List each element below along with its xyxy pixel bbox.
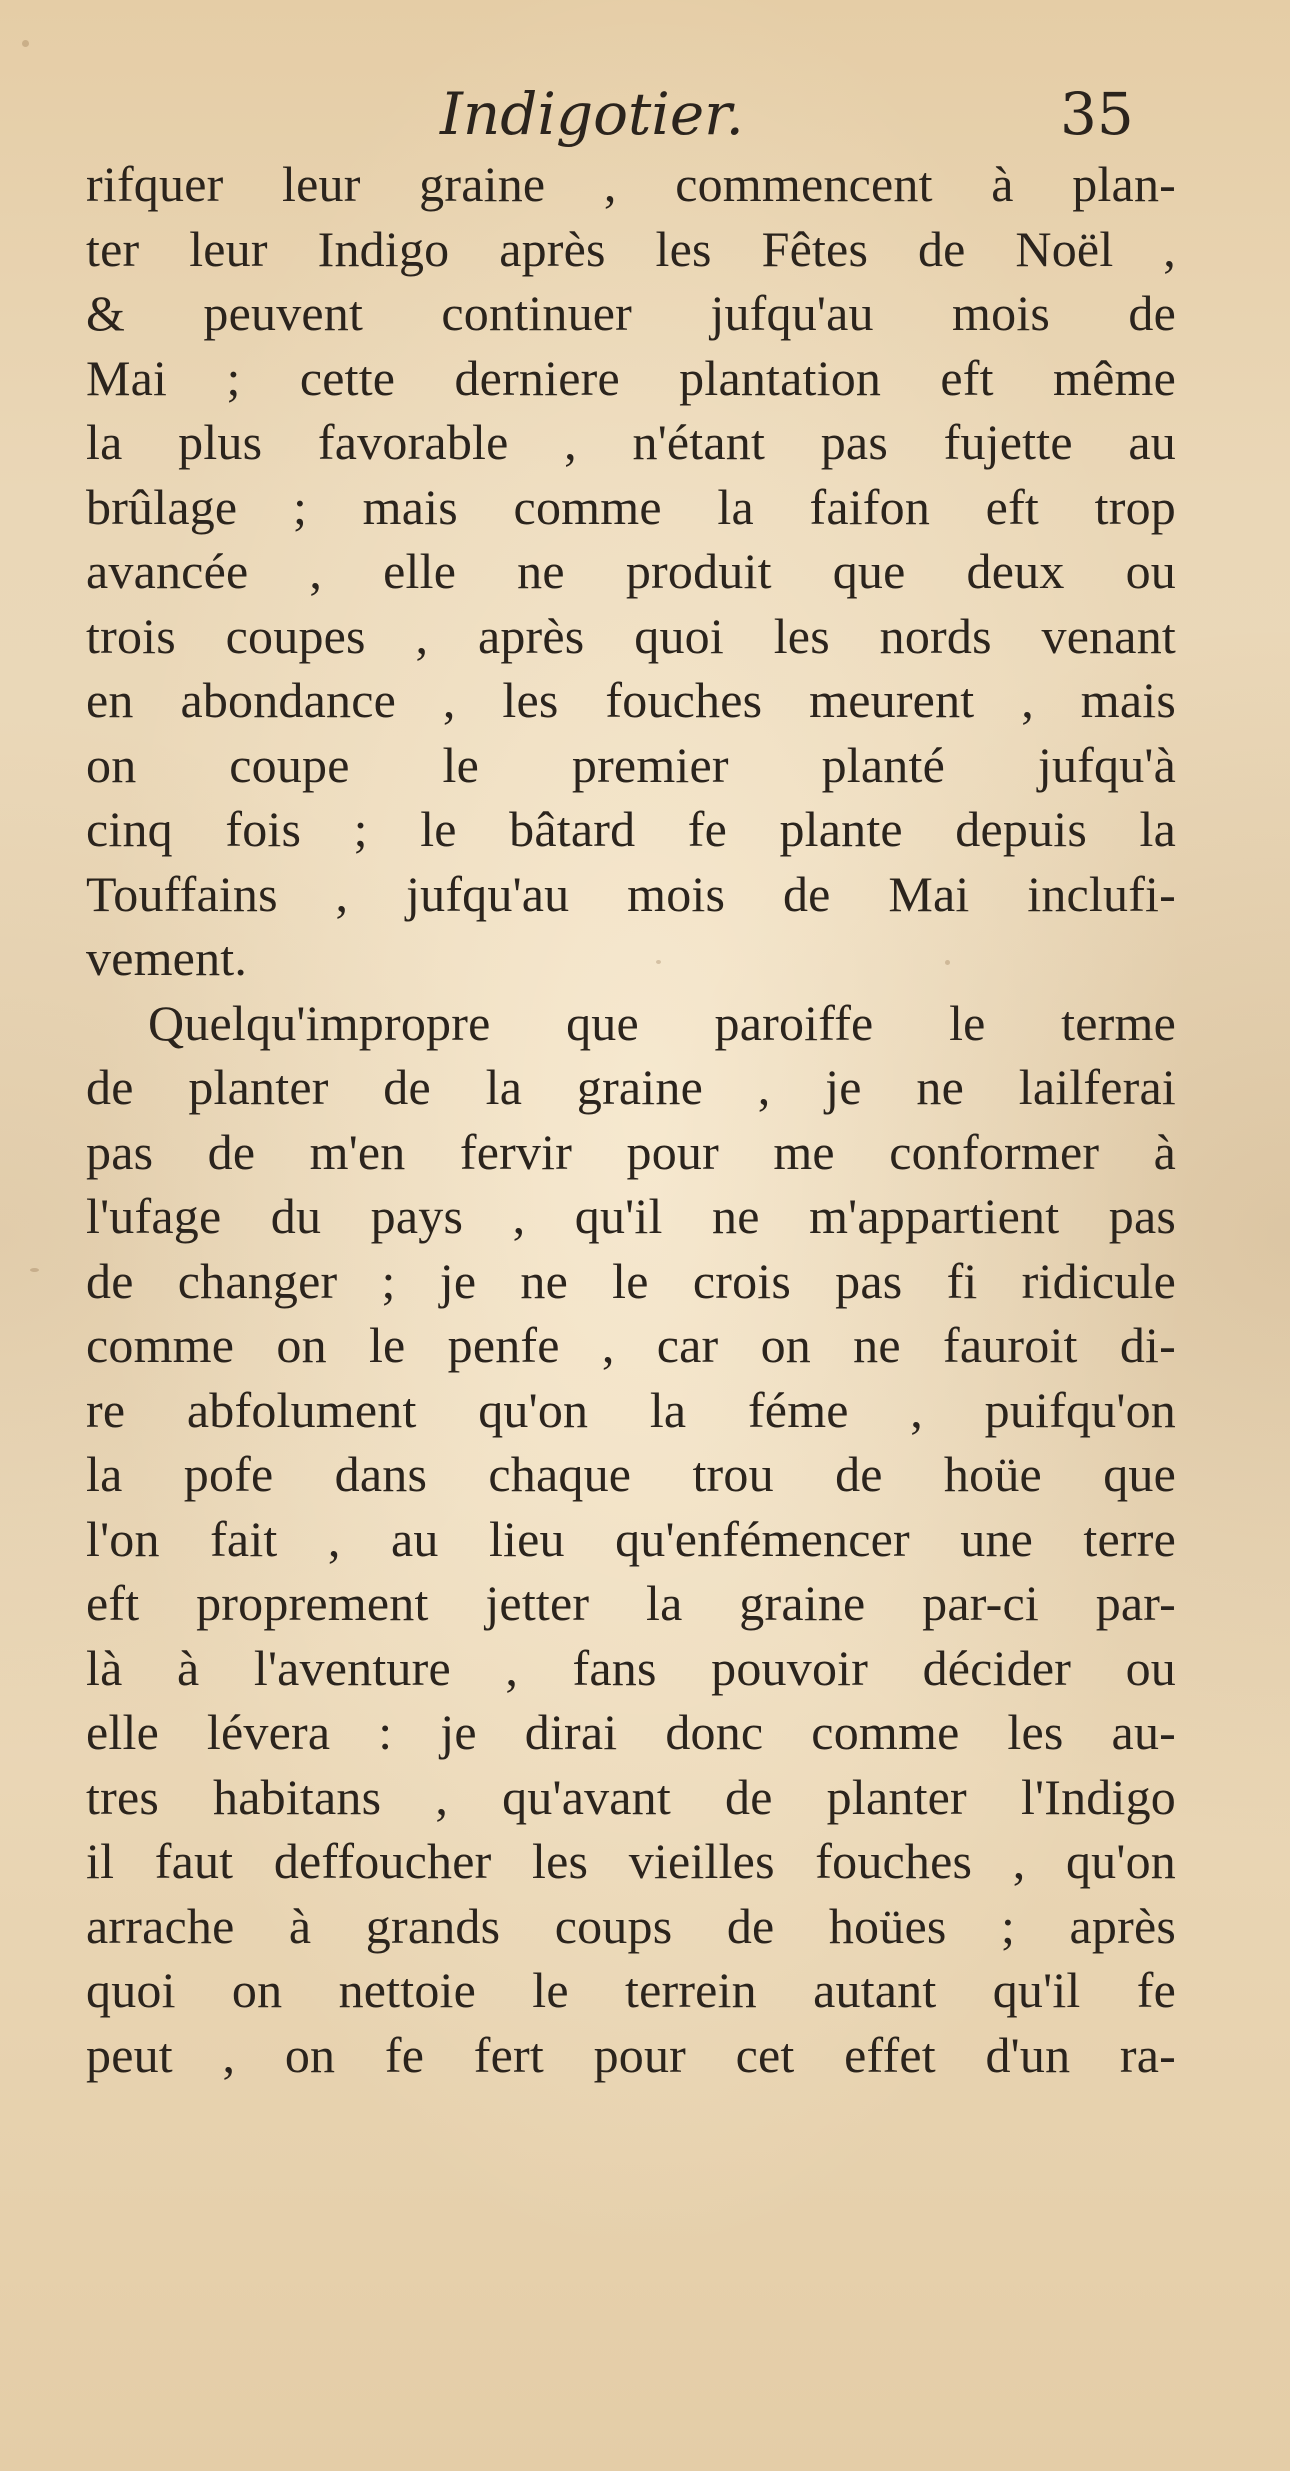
text-line: rifquer leur graine , commencent à plan- <box>86 156 1176 212</box>
page-header <box>0 74 1290 154</box>
page-number: 35 <box>1060 80 1134 148</box>
text-line: cinq fois ; le bâtard fe plante depuis la <box>86 801 1176 857</box>
text-line: la plus favorable , n'étant pas fujette au <box>86 414 1176 470</box>
text-line: & peuvent continuer jufqu'au mois de <box>86 285 1176 341</box>
text-line: il faut deffoucher les vieilles fouches , qu'on <box>86 1833 1176 1889</box>
text-line: quoi on nettoie le terrein autant qu'il fe <box>86 1962 1176 2018</box>
text-line: Quelqu'impropre que paroiffe le terme <box>148 994 1176 1051</box>
text-line: trois coupes , après quoi les nords venant <box>86 607 1176 664</box>
text-line: ter leur Indigo après les Fêtes de Noël , <box>86 220 1176 277</box>
text-line: là à l'aventure , fans pouvoir décider ou <box>86 1639 1176 1696</box>
text-line: comme on le penfe , car on ne fauroit di- <box>86 1317 1176 1373</box>
text-line: elle lévera : je dirai donc comme les au- <box>86 1704 1176 1760</box>
text-line: en abondance , les fouches meurent , mais <box>86 672 1176 728</box>
text-line: tres habitans , qu'avant de planter l'Indigo <box>86 1768 1176 1825</box>
text-line: la pofe dans chaque trou de hoüe que <box>86 1446 1176 1502</box>
text-line: l'on fait , au lieu qu'enfémencer une terre <box>86 1510 1176 1567</box>
text-line: eft proprement jetter la graine par-ci par- <box>86 1575 1176 1631</box>
text-line: l'ufage du pays , qu'il ne m'appartient pas <box>86 1188 1176 1244</box>
paper-speck <box>30 1268 39 1272</box>
text-line: arrache à grands coups de hoües ; après <box>86 1897 1176 1954</box>
text-line: vement. <box>86 930 248 986</box>
body-text <box>86 152 1176 2087</box>
running-title: Indigotier. <box>440 80 744 148</box>
text-line: de changer ; je ne le crois pas fi ridicule <box>86 1252 1176 1309</box>
paragraph <box>86 152 1176 991</box>
text-line: de planter de la graine , je ne lailferai <box>86 1059 1176 1115</box>
text-line: avancée , elle ne produit que deux ou <box>86 543 1176 599</box>
text-line: on coupe le premier planté jufqu'à <box>86 736 1176 793</box>
text-line: Mai ; cette derniere plantation eft même <box>86 349 1176 406</box>
text-line: peut , on fe fert pour cet effet d'un ra- <box>86 2026 1176 2083</box>
paragraph <box>86 991 1176 2088</box>
paper-speck <box>22 40 29 47</box>
text-line: Touffains , jufqu'au mois de Mai inclufi- <box>86 865 1176 922</box>
text-line: re abfolument qu'on la féme , puifqu'on <box>86 1381 1176 1438</box>
text-line: brûlage ; mais comme la faifon eft trop <box>86 478 1176 535</box>
text-line: pas de m'en fervir pour me conformer à <box>86 1123 1176 1180</box>
